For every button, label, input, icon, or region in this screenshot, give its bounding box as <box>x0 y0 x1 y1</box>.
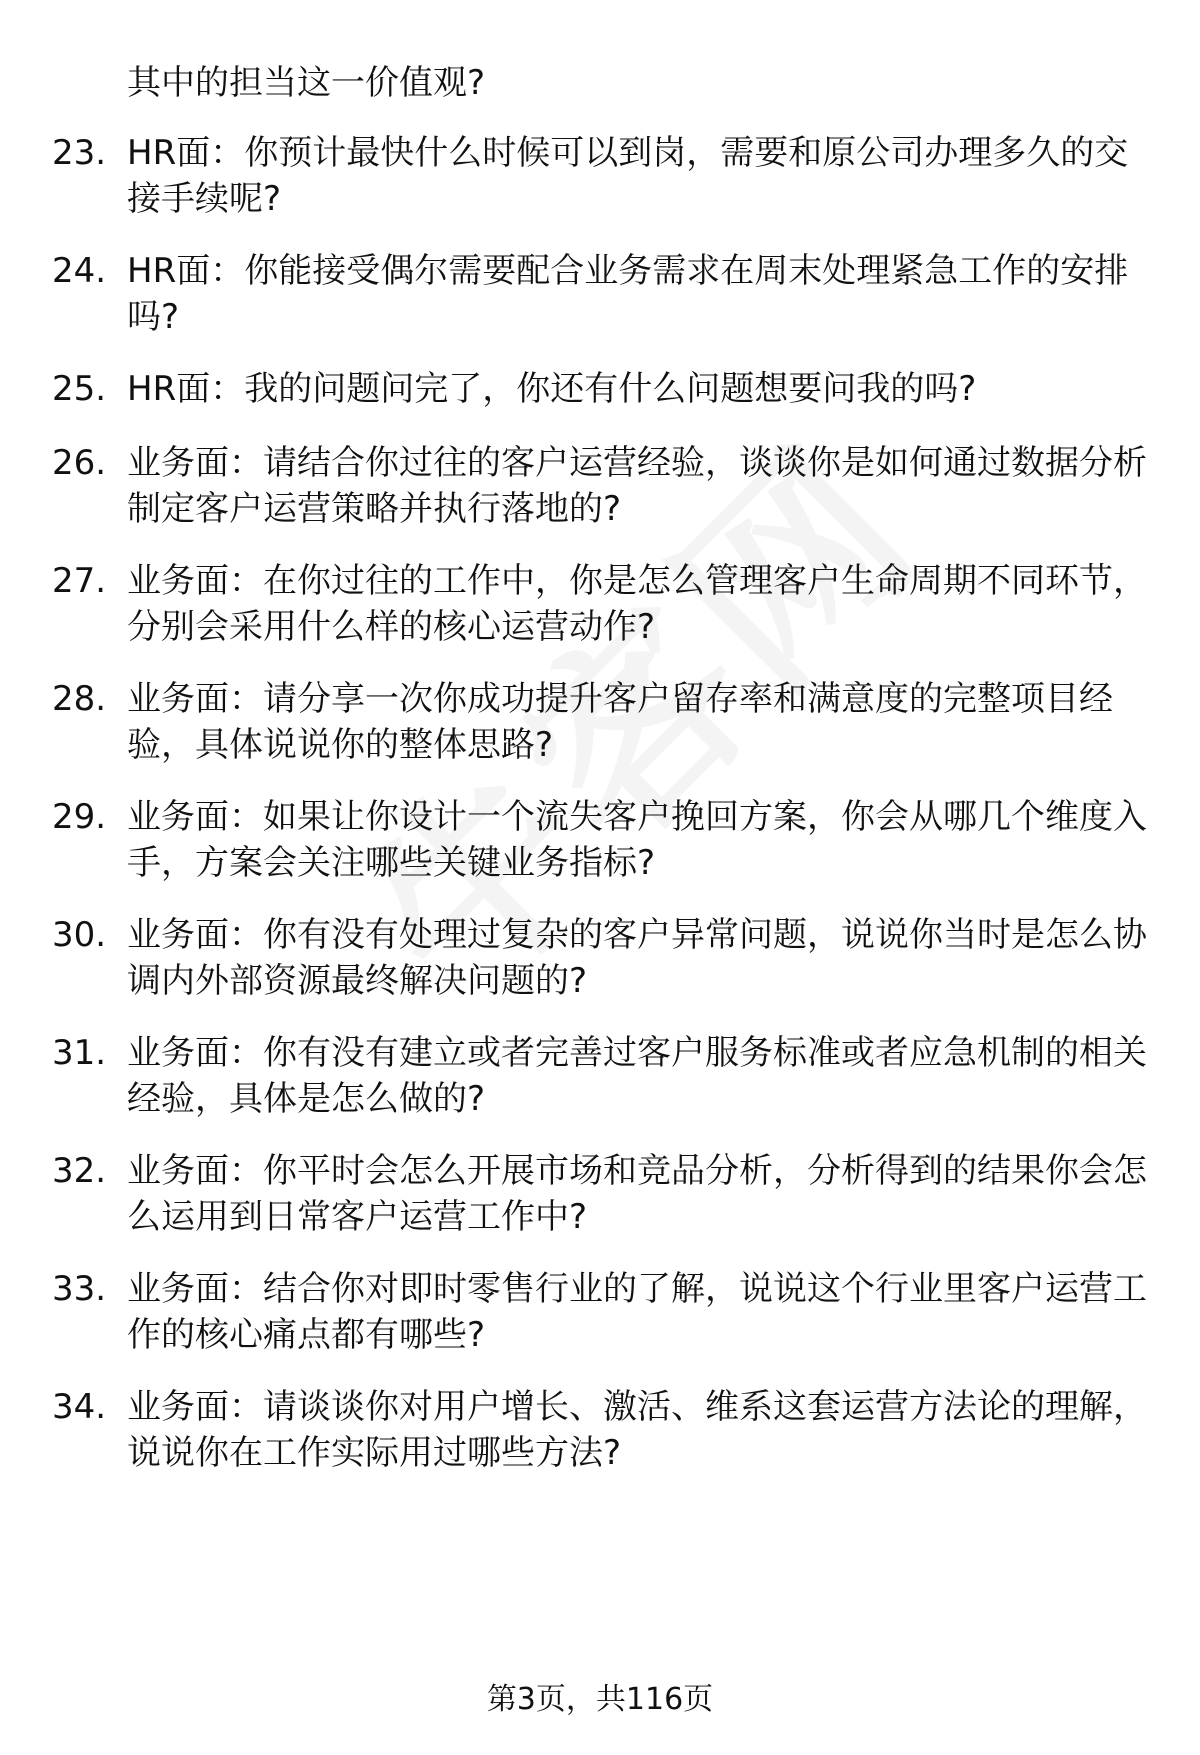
question-text: HR面：你预计最快什么时候可以到岗，需要和原公司办理多久的交接手续呢? <box>127 133 1129 219</box>
question-number: 31. <box>52 1033 107 1073</box>
question-text: HR面：我的问题问完了，你还有什么问题想要问我的吗? <box>127 369 977 409</box>
question-text: 业务面：请结合你过往的客户运营经验，谈谈你是如何通过数据分析制定客户运营策略并执行落地的? <box>127 443 1147 529</box>
question-text: HR面：你能接受偶尔需要配合业务需求在周末处理紧急工作的安排吗? <box>127 251 1129 337</box>
question-text: 业务面：结合你对即时零售行业的了解，说说这个行业里客户运营工作的核心痛点都有哪些? <box>127 1269 1147 1355</box>
question-text: 业务面：请谈谈你对用户增长、激活、维系这套运营方法论的理解，说说你在工作实际用过哪些方法? <box>127 1387 1147 1473</box>
question-number: 30. <box>52 915 107 955</box>
question-number: 23. <box>52 133 107 173</box>
question-text: 业务面：你有没有建立或者完善过客户服务标准或者应急机制的相关经验，具体是怎么做的? <box>127 1033 1147 1119</box>
page-footer: 第3页，共116页 <box>486 1682 714 1717</box>
question-number: 26. <box>52 443 107 483</box>
question-text: 业务面：你平时会怎么开展市场和竞品分析，分析得到的结果你会怎么运用到日常客户运营工作中? <box>127 1151 1147 1237</box>
continuation-text: 其中的担当这一价值观? <box>127 63 486 103</box>
question-number: 27. <box>52 561 107 601</box>
question-text: 业务面：如果让你设计一个流失客户挽回方案，你会从哪几个维度入手，方案会关注哪些关键业务指标? <box>127 797 1147 883</box>
question-number: 28. <box>52 679 107 719</box>
question-text: 业务面：请分享一次你成功提升客户留存率和满意度的完整项目经验，具体说说你的整体思路? <box>127 679 1113 765</box>
question-number: 25. <box>52 369 107 409</box>
question-text: 业务面：在你过往的工作中，你是怎么管理客户生命周期不同环节，分别会采用什么样的核心运营动作? <box>127 561 1147 647</box>
question-number: 24. <box>52 251 107 291</box>
question-number: 33. <box>52 1269 107 1309</box>
question-number: 29. <box>52 797 107 837</box>
question-number: 32. <box>52 1151 107 1191</box>
question-number: 34. <box>52 1387 107 1427</box>
question-text: 业务面：你有没有处理过复杂的客户异常问题，说说你当时是怎么协调内外部资源最终解决问题的? <box>127 915 1147 1001</box>
